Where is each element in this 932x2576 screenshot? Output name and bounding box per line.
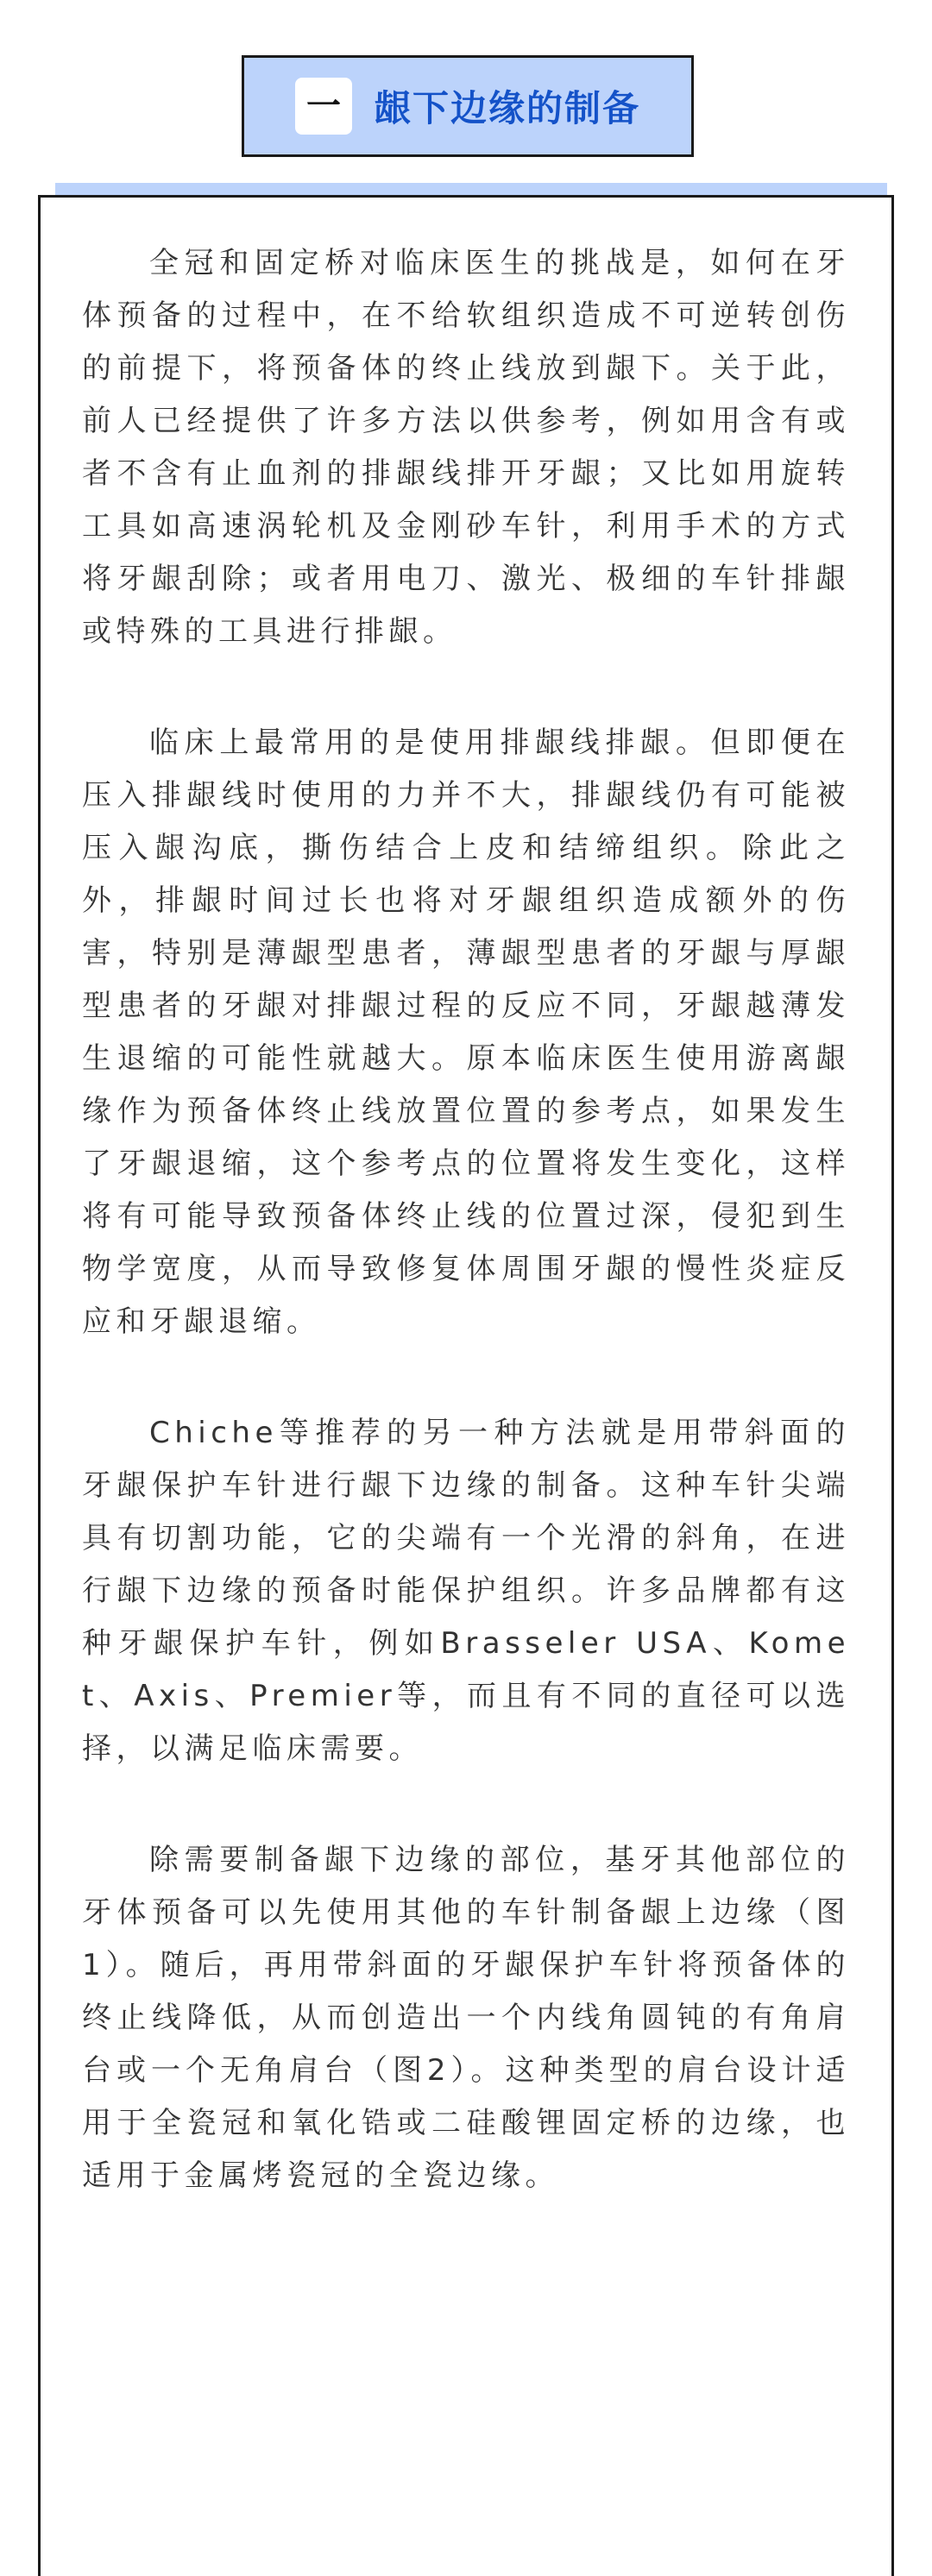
article-text-panel [38,195,894,2576]
paragraph-3: Chiche等推荐的另一种方法就是用带斜面的牙龈保护车针进行龈下边缘的制备。这种车针尖端具有切割功能，它的尖端有一个光滑的斜角，在进行龈下边缘的预备时能保护组织。许多品牌都有这种牙龈保护车针，例如Brasseler USA、Komet、Axis、Premier等，而且有不同的直径可以选择，以满足临床需要。 [82,1416,850,1766]
section-number-badge: 一 [295,78,352,135]
paragraph-2: 临床上最常用的是使用排龈线排龈。但即便在压入排龈线时使用的力并不大，排龈线仍有可能被压入龈沟底，撕伤结合上皮和结缔组织。除此之外，排龈时间过长也将对牙龈组织造成额外的伤害，特别是薄龈型患者，薄龈型患者的牙龈与厚龈型患者的牙龈对排龈过程的反应不同，牙龈越薄发生退缩的可能性就越大。原本临床医生使用游离龈缘作为预备体终止线放置位置的参考点，如果发生了牙龈退缩，这个参考点的位置将发生变化，这样将有可能导致预备体终止线的位置过深，侵犯到生物学宽度，从而导致修复体周围牙龈的慢性炎症反应和牙龈退缩。 [82,726,850,1339]
accent-bar [55,183,887,195]
paragraph-1: 全冠和固定桥对临床医生的挑战是，如何在牙体预备的过程中，在不给软组织造成不可逆转创伤的前提下，将预备体的终止线放到龈下。关于此，前人已经提供了许多方法以供参考，例如用含有或者不含有止血剂的排龈线排开牙龈；又比如用旋转工具如高速涡轮机及金刚砂车针，利用手术的方式将牙龈刮除；或者用电刀、激光、极细的车针排龈或特殊的工具进行排龈。 [82,246,850,649]
paragraph-4: 除需要制备龈下边缘的部位，基牙其他部位的牙体预备可以先使用其他的车针制备龈上边缘（图1）。随后，再用带斜面的牙龈保护车针将预备体的终止线降低，从而创造出一个内线角圆钝的有角肩台或一个无角肩台（图2）。这种类型的肩台设计适用于全瓷冠和氧化锆或二硅酸锂固定桥的边缘，也适用于金属烤瓷冠的全瓷边缘。 [82,1843,850,2193]
section-title: 龈下边缘的制备 [374,87,640,129]
section-heading [242,55,694,157]
